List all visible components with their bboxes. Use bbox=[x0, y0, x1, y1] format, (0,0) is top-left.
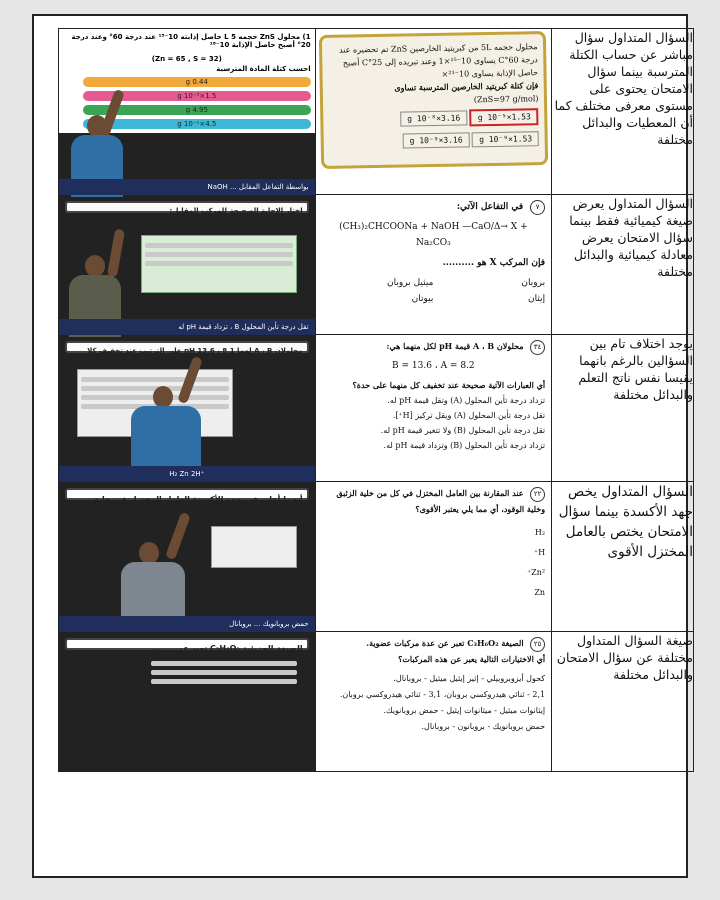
whiteboard-screen bbox=[65, 201, 309, 229]
exam-question-stem: في التفاعل الآتي: bbox=[456, 202, 524, 212]
answer-option: إيثانوات ميثيل - ميثانوات إيثيل - حمض بروبانويك. bbox=[383, 706, 546, 715]
exam-question-ask: أي الاختيارات التالية يعبر عن هذه المركبات؟ bbox=[398, 654, 546, 664]
reaction-equation: (CH₃)₂CHCOONa + NaOH —CaO/Δ→ X + Na₂CO₃ bbox=[339, 222, 528, 248]
answer-option: بيوتان bbox=[411, 294, 434, 304]
table-row bbox=[59, 29, 694, 195]
comparison-comment: يوجد اختلاف تام بين السؤالين بالرغم بانهما يقيسا نفس ناتج التعلم والبدائل مختلفة bbox=[552, 335, 694, 482]
lesson-photo-cell bbox=[59, 620, 316, 772]
whiteboard-screen bbox=[65, 341, 309, 363]
comparison-comment: السؤال المتداول يخص جهد الأكسدة بينما سؤال الامتحان يختص بالعامل المختزل الأقوى bbox=[552, 482, 694, 632]
photo-question-title: 1) محلول ZnS حجمه 5 L حاصل إذابته 10⁻¹⁵ عند درجة 60° وعند درجة 20° أصبح حاصل الإذابة 10⁻¹⁸ bbox=[71, 33, 311, 49]
screen-footer-bar: تقل درجة تأين المحلول B ، تزداد قيمة pH له bbox=[59, 319, 315, 335]
choice-pill: 1.5×10⁻³ g bbox=[83, 91, 311, 101]
exam-question-text: محلول حجمه 5L من كبريتيد الخارصين ZnS تم تحضيره عند درجة 60°C يساوى 10⁻¹⁵×1 وعند تبريده إلى 25°C أصبح حاصل الإذابة يساوى 10⁻²¹× bbox=[338, 42, 538, 79]
choice-pill: 4.95 g bbox=[83, 105, 311, 115]
screen-title: اختار الإجابة الصحيحة للمركب المقابل: bbox=[169, 207, 303, 215]
exam-question-cell bbox=[315, 29, 551, 195]
answer-option: تزداد درجة تأين المحلول (B) وتزداد قيمة pH له. bbox=[383, 441, 546, 450]
answer-option: 1.53×10⁻⁹ g bbox=[472, 131, 539, 147]
answer-option: تزداد درجة تأين المحلول (A) وتقل قيمة pH له. bbox=[387, 396, 546, 405]
exam-question-stem: عند المقارنة بين العامل المختزل في كل من خلية الزئبق وخلية الوقود، أي مما يلي يعتبر الأقوى؟ bbox=[336, 488, 546, 514]
photo-given-masses: (Zn = 65 , S = 32) bbox=[151, 55, 222, 63]
exam-question-cell bbox=[315, 335, 551, 482]
choice-pill: 0.44 g bbox=[83, 77, 311, 87]
comparison-table bbox=[58, 28, 694, 772]
answer-option: حمض بروبانويك - بروبانون - بروبانال. bbox=[421, 722, 546, 731]
table-row bbox=[59, 195, 694, 335]
choice-pill: 4.5×10⁻¹ g bbox=[83, 119, 311, 129]
question-number: ٢٥ bbox=[530, 637, 545, 652]
screen-formula: CH₃ – CH – COONa bbox=[218, 221, 283, 229]
whiteboard-screen bbox=[65, 638, 309, 653]
whiteboard-screen bbox=[65, 488, 309, 516]
answer-option: Zn²⁺ bbox=[526, 568, 546, 577]
photo-ask: احسب كتلة المادة المترسبة bbox=[216, 65, 311, 73]
table-row bbox=[59, 632, 694, 772]
answer-option: Zn bbox=[534, 588, 546, 597]
document-page bbox=[32, 14, 693, 878]
answer-option: كحول أيزوبروبيلي - إثير إيثيل ميثيل - بروبانال. bbox=[393, 674, 546, 683]
answer-option: 2,1 - ثنائي هيدروكسي بروبان، 3,1 - ثنائي هيدروكسي بروبان. bbox=[339, 690, 546, 699]
answer-option: إيثان bbox=[528, 294, 546, 304]
answer-option: 3.16×10⁻⁹ g bbox=[402, 132, 469, 148]
answer-option: ميثيل بروبان bbox=[387, 278, 434, 288]
answer-option: تقل درجة تأين المحلول (B) ولا تتغير قيمة pH له. bbox=[380, 426, 546, 435]
comparison-comment: السؤال المتداول يعرض صيغة كيميائية فقط بينما سؤال الامتحان يعرض معادلة كيميائية والبدائل مختلفة bbox=[552, 195, 694, 335]
screen-footer-bar: H₂ Zn 2H⁺ bbox=[59, 466, 315, 482]
exam-question-ask: فإن المركب X هو .......... bbox=[442, 258, 546, 268]
answer-option: 3.16×10⁻⁸ g bbox=[400, 110, 467, 126]
question-number: ٢٢ bbox=[530, 487, 545, 502]
exam-question-cell bbox=[315, 632, 551, 772]
answer-option: تقل درجة تأين المحلول (A) ويقل تركيز [H⁺]. bbox=[392, 411, 546, 420]
exam-question-ask: أي العبارات الآتية صحيحة عند تخفيف كل منهما على حدة؟ bbox=[352, 380, 546, 390]
exam-question-ask: فإن كتلة كبريتيد الخارصين المترسبة تساوى bbox=[393, 80, 538, 93]
answer-option: H⁺ bbox=[533, 548, 546, 557]
answer-option: بروبان bbox=[521, 278, 546, 288]
screen-footer-bar: حمض بروبانويك ... بروبانال bbox=[59, 616, 315, 632]
ph-values: B = 13.6 ، A = 8.2 bbox=[392, 361, 475, 371]
screen-title: أيهما أعلى في جهد الأكسدة العامل المختزل في خلية الزئبق أم العامل المختزل في خلية الوقود bbox=[93, 495, 303, 516]
exam-question-stem: الصيغة C₃H₆O₂ تعبر عن عدة مركبات عضوية. bbox=[366, 638, 524, 648]
question-number: ٣٤ bbox=[530, 340, 545, 355]
screen-title: الصيغة الجزيئية C₃H₆O₂ تعبر عن ....... bbox=[151, 644, 303, 653]
exam-question-cell bbox=[315, 482, 551, 632]
lesson-photo-cell bbox=[59, 470, 316, 632]
exam-paper-photo bbox=[318, 31, 548, 169]
screen-footer-bar: بواسطة التفاعل المقابل ... NaOH bbox=[59, 179, 315, 195]
question-number: ٧ bbox=[530, 200, 545, 215]
comparison-comment: السؤال المتداول سؤال مباشر عن حساب الكتلة المترسبة بينما سؤال الامتحان يحتوى على مستوى معرفى مختلف كما أن المعطيات والبدائل مختلفة bbox=[552, 29, 694, 195]
comparison-comment: صيغة السؤال المتداول مختلفة عن سؤال الامتحان والبدائل مختلفة bbox=[552, 632, 694, 772]
molar-mass-note: (ZnS=97 g/mol) bbox=[473, 94, 539, 105]
answer-option-selected: 1.53×10⁻⁵ g bbox=[469, 108, 538, 126]
exam-question-cell bbox=[315, 195, 551, 335]
answer-option: H₂ bbox=[534, 528, 546, 537]
screen-title: محلولان A ، B لهما pH 13.6 ، 8.1 على الترتيب عند تخفيف كلا منهما فإن ...... bbox=[87, 347, 303, 363]
exam-question-stem: محلولان A ، B قيمة pH لكل منهما هي: bbox=[386, 341, 524, 351]
